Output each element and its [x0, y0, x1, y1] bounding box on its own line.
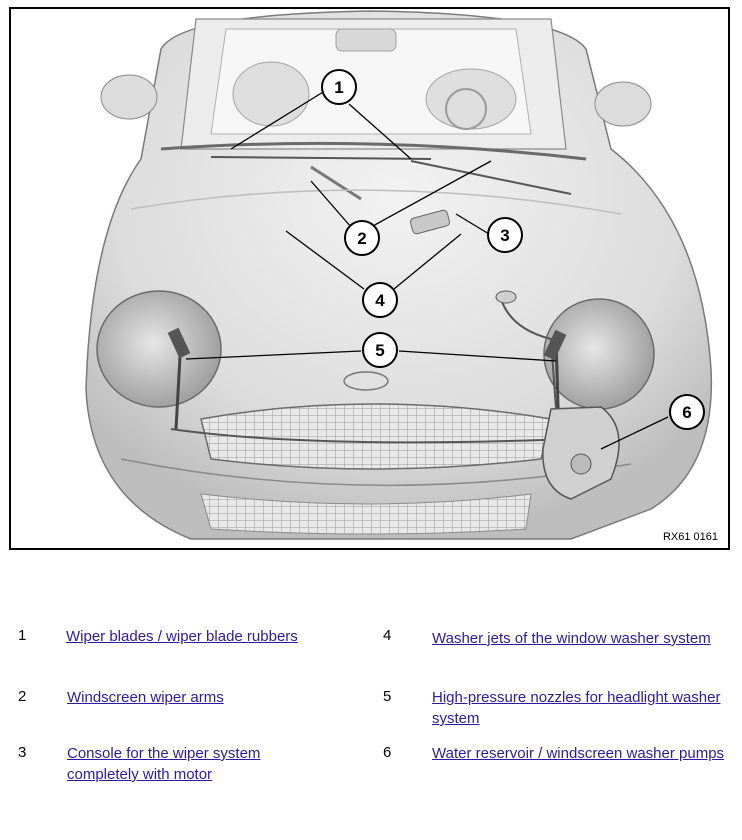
callout-3 [488, 218, 522, 252]
callout-6 [670, 395, 704, 429]
callout-5 [363, 333, 397, 367]
legend-link-water-reservoir[interactable]: Water reservoir / windscreen washer pumps [432, 745, 725, 762]
legend-link-wiper-console[interactable]: Console for the wiper system completely with motor [67, 745, 261, 783]
callout-4 [363, 283, 397, 317]
callout-label: 3 [500, 226, 510, 245]
legend-number-6: 6 [383, 744, 392, 761]
diagram-figure [9, 7, 730, 550]
callout-label: 5 [375, 341, 385, 360]
left-mirror [101, 75, 157, 119]
legend-number-3: 3 [18, 744, 27, 761]
callout-label: 4 [375, 291, 385, 310]
car-illustration [11, 9, 730, 550]
legend-number-1: 1 [18, 627, 27, 644]
legend-link-wiper-arms[interactable]: Windscreen wiper arms [67, 689, 224, 706]
legend-number-2: 2 [18, 688, 27, 705]
legend-link-headlight-nozzles[interactable]: High-pressure nozzles for headlight washer system [432, 689, 721, 727]
callout-1 [322, 70, 356, 104]
callout-label: 2 [357, 229, 367, 248]
legend-link-washer-jets[interactable]: Washer jets of the window washer system [432, 630, 711, 647]
legend-number-4: 4 [383, 627, 392, 644]
right-mirror [595, 82, 651, 126]
right-headlamp [544, 299, 654, 409]
legend-number-5: 5 [383, 688, 392, 705]
callout-label: 1 [334, 78, 344, 97]
callout-2 [345, 221, 379, 255]
callout-label: 6 [682, 403, 692, 422]
legend-link-wiper-blades[interactable]: Wiper blades / wiper blade rubbers [66, 628, 298, 645]
figure-code: RX61 0161 [662, 531, 718, 543]
left-headlamp [97, 291, 221, 407]
